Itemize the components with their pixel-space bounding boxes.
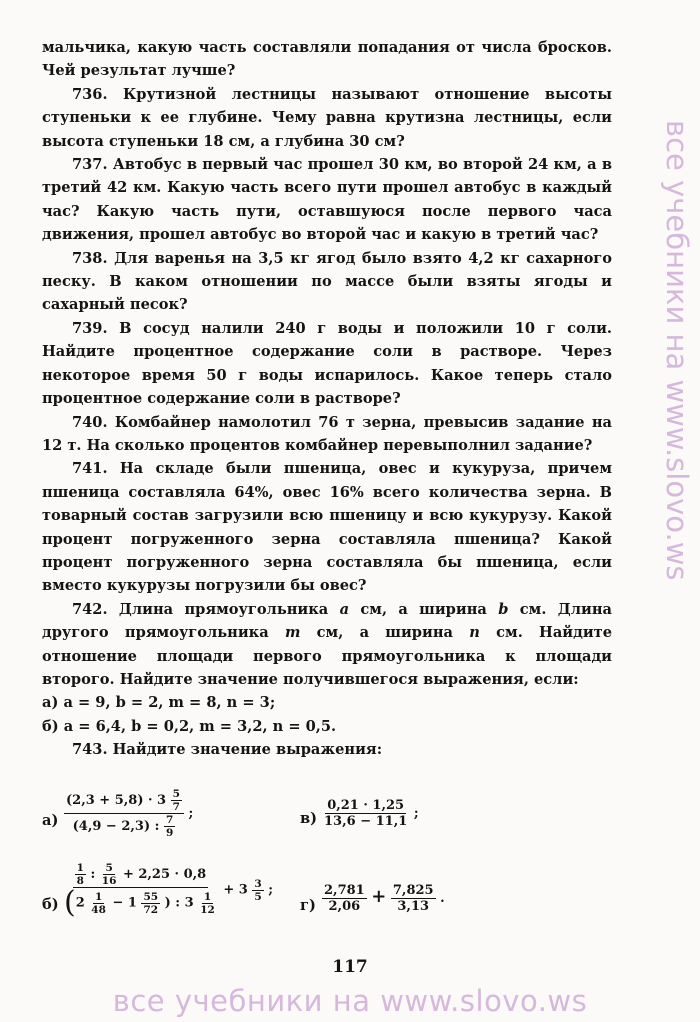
watermark-bottom: все учебники на www.slovo.ws (112, 984, 588, 1018)
formula-g: $\frac{2,781}{2,06}$ + $\frac{7,825}{3,13}$ . (324, 883, 445, 914)
problem-text: см. Длина другого прямоугольника (42, 600, 612, 642)
problem-742 (42, 598, 612, 692)
formula-b-label: б) (42, 896, 59, 913)
variable-m: m (284, 624, 301, 642)
variable-n: n (469, 624, 480, 642)
variable-a: a (339, 600, 350, 618)
problem-number: 742. (72, 600, 108, 618)
variable-b: b (498, 600, 509, 618)
problem-text: см, а ширина (360, 600, 487, 618)
problem-743 (42, 738, 612, 761)
problem-number: 738. (72, 249, 108, 267)
problem-number: 737. (72, 156, 108, 174)
formula-a-label: а) (42, 812, 59, 829)
problem-number: 743. (72, 741, 108, 759)
problem-number: 736. (72, 85, 108, 103)
problem-737 (42, 153, 612, 247)
problem-text: Для варенья на 3,5 кг ягод было взято 4,2 кг сахарного песку. В каком отношении по массе были взяты ягоды и сахарный песок? (42, 249, 612, 314)
main-fraction: $\frac{1}{8}$ : $\frac{5}{16}$ + 2,25 · 0,8 (2 $\frac{1}{48}$ − 1 $\frac{55}{72}$ ) : 3 $\frac{1}{12}$ (64, 862, 215, 920)
problem-736 (42, 83, 612, 153)
page-number: 117 (332, 957, 368, 977)
formula-v: $\frac{0,21 \cdot 1,25}{13,6 - 11,1}$ ; (324, 798, 419, 829)
page-text (42, 36, 612, 762)
problem-738 (42, 247, 612, 317)
problem-number: 741. (72, 460, 108, 478)
problem-text: Длина прямоугольника (118, 600, 329, 618)
problem-739 (42, 317, 612, 411)
case-b: б) a = 6,4, b = 0,2, m = 3,2, n = 0,5. (42, 717, 337, 735)
problem-text: Автобус в первый час прошел 30 км, во второй 24 км, а в третий 42 км. Какую часть всего пути прошел автобус в каждый час? Какую часть пути, оставшуюся после первого часа движения, прошел автобус во второй час и какую в третий час? (42, 156, 612, 244)
formula-v-label: в) (300, 810, 318, 827)
problem-text: В сосуд налили 240 г воды и положили 10 г соли. Найдите процентное содержание соли в растворе. Через некоторое время 50 г воды испарилось. Какое теперь стало процентное содержание соли в растворе? (42, 319, 612, 408)
problem-number: 740. (72, 413, 108, 431)
formula-a: (2,3 + 5,8) · 3 $\frac{5}{7}$ (4,9 − 2,3) : $\frac{7}{9}$ ; (66, 788, 194, 839)
problem-text: см, а ширина (316, 624, 453, 642)
problem-number: 739. (72, 319, 108, 337)
problem-741 (42, 457, 612, 597)
case-a: а) a = 9, b = 2, m = 8, n = 3; (42, 694, 276, 712)
problem-text: Найдите значение выражения: (112, 741, 383, 759)
main-fraction: (2,3 + 5,8) · 3 $\frac{5}{7}$ (4,9 − 2,3) : $\frac{7}{9}$ (64, 788, 184, 839)
problem-text: Крутизной лестницы называют отношение высоты ступеньки к ее глубине. Чему равна крутизна лестницы, если высота ступеньки 18 см, а глубина 30 см? (42, 85, 612, 150)
problem-740 (42, 411, 612, 458)
formula-b: $\frac{1}{8}$ : $\frac{5}{16}$ + 2,25 · 0,8 (2 $\frac{1}{48}$ − 1 $\frac{55}{72}$ ) : 3 $\frac{1}{12}$ + 3 $\frac{3}{5}$ ; (64, 862, 273, 920)
problem-text: см. Найдите отношение площади первого прямоугольника к площади второго. Найдите значение получившегося выражения, если: (42, 624, 612, 688)
formula-g-label: г) (300, 897, 316, 914)
problem-text: На складе были пшеница, овес и кукуруза, причем пшеница составляла 64%, овес 16% всего количества зерна. В товарный состав загрузили всю пшеницу и всю кукурузу. Какой процент погруженного зерна составляла пшеница? Какой процент погруженного зерна составляла бы пшеница, если вместо кукурузы погрузили бы овес? (42, 460, 612, 595)
problem-text: Комбайнер намолотил 76 т зерна, превысив задание на 12 т. На сколько процентов комбайнер перевыполнил задание? (42, 413, 612, 454)
watermark-side: все учебники на www.slovo.ws (660, 120, 694, 581)
paragraph-continuation: мальчика, какую часть составляли попадания от числа бросков. Чей результат лучше? (42, 39, 612, 80)
